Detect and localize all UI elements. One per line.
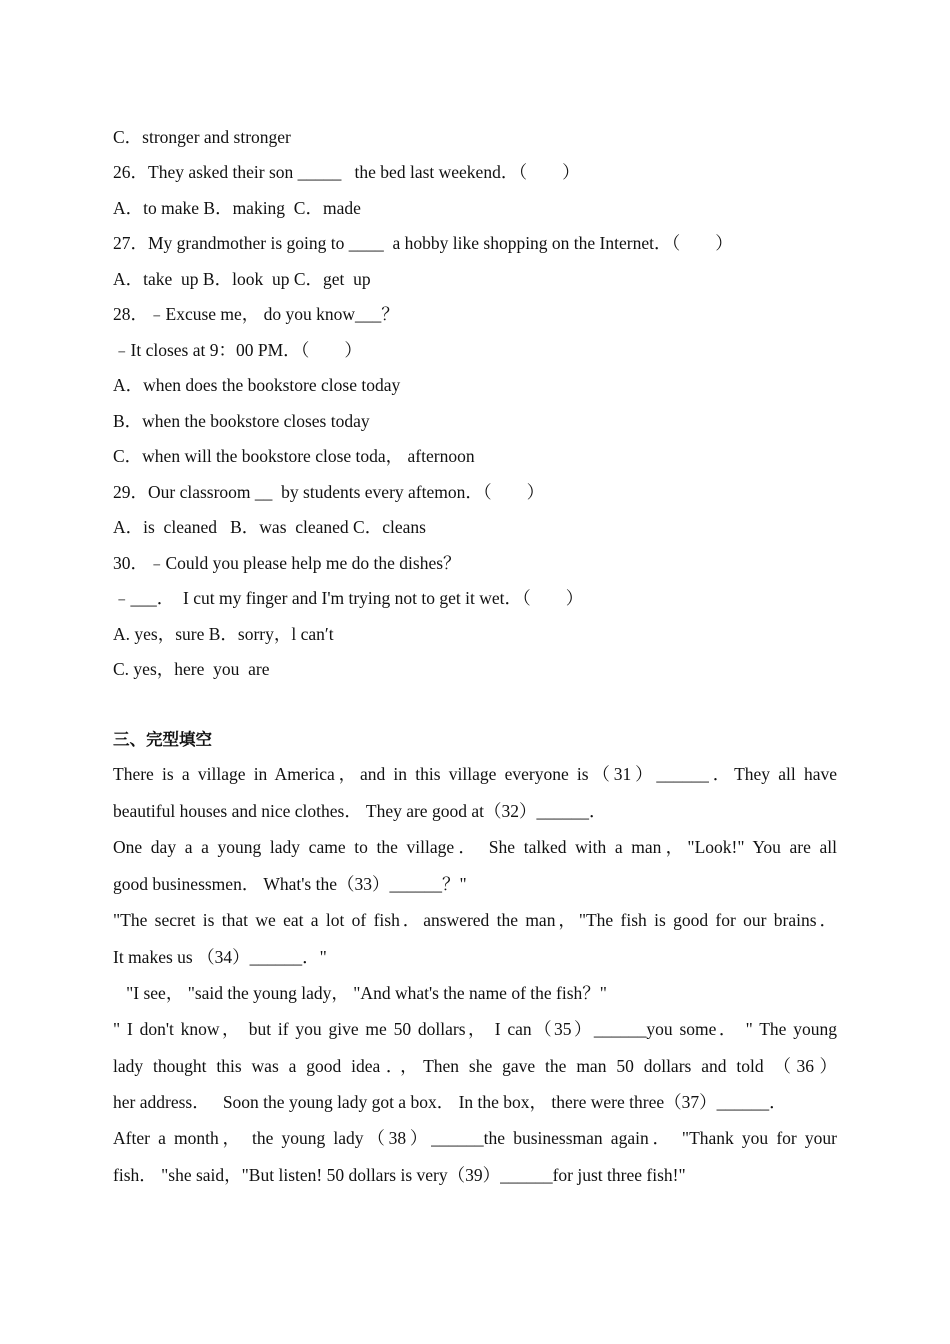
passage-line: One day a a young lady came to the village． She talked with a man，"Look!" You are all: [113, 837, 837, 857]
question-28-option-a: A．when does the bookstore close today: [113, 375, 401, 395]
question-28: 28．﹣Excuse me， do you know___？: [113, 304, 399, 324]
q25-option-c: C．stronger and stronger: [113, 127, 291, 147]
passage-line: After a month， the young lady（38）______the businessman again． "Thank you for your: [113, 1128, 837, 1148]
question-29: 29．Our classroom __ by students every aftemon．（ ）: [113, 482, 545, 502]
passage-line: beautiful houses and nice clothes． They are good at（32）______．: [113, 801, 607, 821]
question-28-option-c: C．when will the bookstore close toda， afternoon: [113, 446, 475, 466]
question-30-reply: ﹣___． I cut my finger and I'm trying not to get it wet．（ ）: [113, 588, 584, 608]
question-28-option-b: B．when the bookstore closes today: [113, 411, 370, 431]
question-30-option-c: C. yes，here you are: [113, 659, 270, 679]
passage-line: fish． "she said，"But listen! 50 dollars is very（39）______for just three fish!": [113, 1165, 686, 1185]
question-28-reply: ﹣It closes at 9：00 PM．（ ）: [113, 340, 362, 360]
question-27: 27．My grandmother is going to ____ a hobby like shopping on the Internet．（ ）: [113, 233, 733, 253]
passage-line: It makes us （34）______．": [113, 947, 327, 967]
passage-line: good businessmen． What's the（33）______？": [113, 874, 467, 894]
question-26-options: A．to make B．making C．made: [113, 198, 361, 218]
question-29-options: A．is cleaned B．was cleaned C．cleans: [113, 517, 426, 537]
passage-line: "I see， "said the young lady， "And what's the name of the fish？": [113, 983, 607, 1003]
passage-line: " I don't know， but if you give me 50 dollars， I can（35）______you some． " The young: [113, 1019, 837, 1039]
question-30-options-ab: A. yes，sure B．sorry，l can′t: [113, 624, 334, 644]
section-heading: 三、完型填空: [113, 730, 212, 749]
question-30: 30．﹣Could you please help me do the dishes？: [113, 553, 461, 573]
passage-line: "The secret is that we eat a lot of fish．answered the man，"The fish is good for our brains．: [113, 910, 837, 930]
question-27-options: A．take up B．look up C．get up: [113, 269, 371, 289]
question-26: 26．They asked their son _____ the bed last weekend．（ ）: [113, 162, 580, 182]
passage-line: There is a village in America，and in this village everyone is（31）______．They all have: [113, 764, 837, 784]
passage-line: her address． Soon the young lady got a box． In the box， there were three（37）______．: [113, 1092, 787, 1112]
passage-line: lady thought this was a good idea．，Then she gave the man 50 dollars and told （36）: [113, 1056, 837, 1076]
